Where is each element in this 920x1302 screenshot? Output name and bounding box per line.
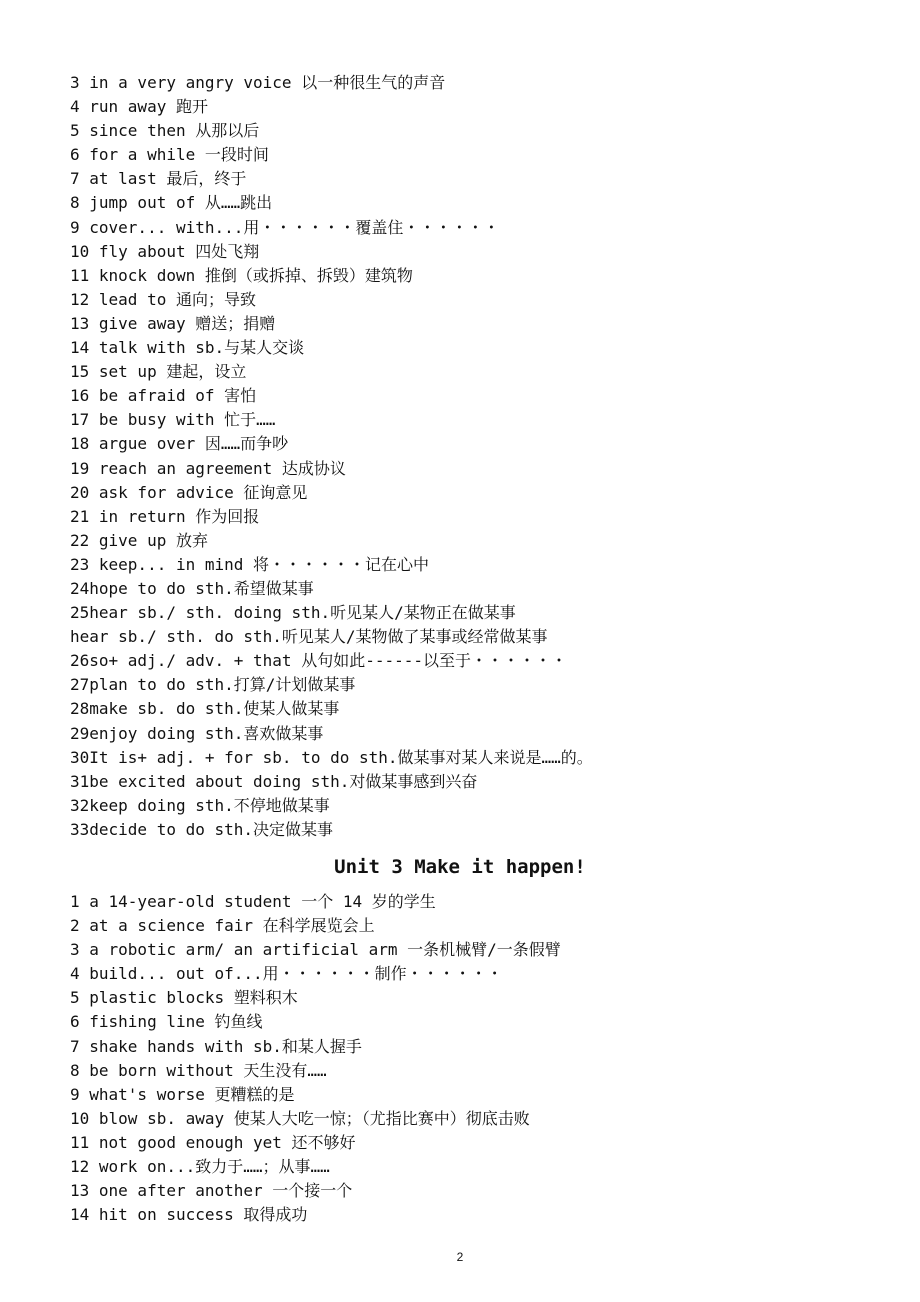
list-item: 12 lead to 通向；导致: [70, 289, 256, 309]
phrase-list-unit2: [70, 71, 900, 842]
list-item: 11 not good enough yet 还不够好: [70, 1132, 356, 1152]
list-item: 4 run away 跑开: [70, 97, 208, 117]
list-item: 1 a 14-year-old student 一个 14 岁的学生: [70, 892, 436, 911]
list-item: 9 cover... with...用・・・・・・覆盖住・・・・・・: [70, 217, 500, 237]
list-item: 22 give up 放弃: [70, 530, 208, 550]
list-item: 30It is+ adj. + for sb. to do sth.做某事对某人来说是……的。: [70, 747, 593, 767]
page-number: 2: [456, 1250, 464, 1264]
list-item: 19 reach an agreement 达成协议: [70, 458, 346, 478]
list-item: 13 one after another 一个接一个: [70, 1181, 353, 1201]
list-item: 17 be busy with 忙于……: [70, 410, 276, 430]
list-item: 2 at a science fair 在科学展览会上: [70, 916, 375, 936]
list-item: 24hope to do sth.希望做某事: [70, 578, 314, 598]
list-item: 15 set up 建起，设立: [70, 362, 247, 382]
list-item: 28make sb. do sth.使某人做某事: [70, 699, 340, 719]
list-item: 3 in a very angry voice 以一种很生气的声音: [70, 73, 446, 92]
list-item: 29enjoy doing sth.喜欢做某事: [70, 723, 324, 743]
phrase-list-unit3: [70, 890, 900, 1227]
list-item: 10 fly about 四处飞翔: [70, 241, 260, 261]
list-item: 12 work on...致力于……；从事……: [70, 1157, 330, 1177]
list-item: 27plan to do sth.打算/计划做某事: [70, 675, 356, 695]
list-item: hear sb./ sth. do sth.听见某人/某物做了某事或经常做某事: [70, 627, 548, 647]
list-item: 18 argue over 因……而争吵: [70, 434, 289, 454]
list-item: 7 shake hands with sb.和某人握手: [70, 1036, 362, 1056]
list-item: 14 hit on success 取得成功: [70, 1205, 308, 1225]
list-item: 23 keep... in mind 将・・・・・・记在心中: [70, 554, 430, 574]
list-item: 10 blow sb. away 使某人大吃一惊；（尤指比赛中）彻底击败: [70, 1108, 530, 1128]
unit-heading: Unit 3 Make it happen!: [334, 856, 586, 878]
list-item: 5 since then 从那以后: [70, 121, 260, 141]
list-item: 26so+ adj./ adv. + that 从句如此------以至于・・・・・・: [70, 651, 567, 671]
list-item: 6 for a while 一段时间: [70, 145, 269, 165]
list-item: 8 be born without 天生没有……: [70, 1060, 327, 1080]
list-item: 7 at last 最后，终于: [70, 169, 247, 189]
list-item: 31be excited about doing sth.对做某事感到兴奋: [70, 771, 478, 791]
list-item: 21 in return 作为回报: [70, 506, 260, 526]
list-item: 25hear sb./ sth. doing sth.听见某人/某物正在做某事: [70, 603, 516, 623]
list-item: 5 plastic blocks 塑料积木: [70, 988, 298, 1008]
list-item: 16 be afraid of 害怕: [70, 386, 257, 406]
list-item: 4 build... out of...用・・・・・・制作・・・・・・: [70, 964, 503, 984]
list-item: 9 what's worse 更糟糕的是: [70, 1084, 295, 1104]
list-item: 3 a robotic arm/ an artificial arm 一条机械臂/一条假臂: [70, 940, 561, 960]
list-item: 14 talk with sb.与某人交谈: [70, 338, 305, 358]
list-item: 33decide to do sth.决定做某事: [70, 819, 334, 839]
list-item: 11 knock down 推倒（或拆掉、拆毁）建筑物: [70, 265, 413, 285]
list-item: 8 jump out of 从……跳出: [70, 193, 273, 213]
list-item: 20 ask for advice 征询意见: [70, 482, 308, 502]
list-item: 32keep doing sth.不停地做某事: [70, 795, 330, 815]
list-item: 6 fishing line 钓鱼线: [70, 1012, 263, 1032]
list-item: 13 give away 赠送；捐赠: [70, 313, 276, 333]
